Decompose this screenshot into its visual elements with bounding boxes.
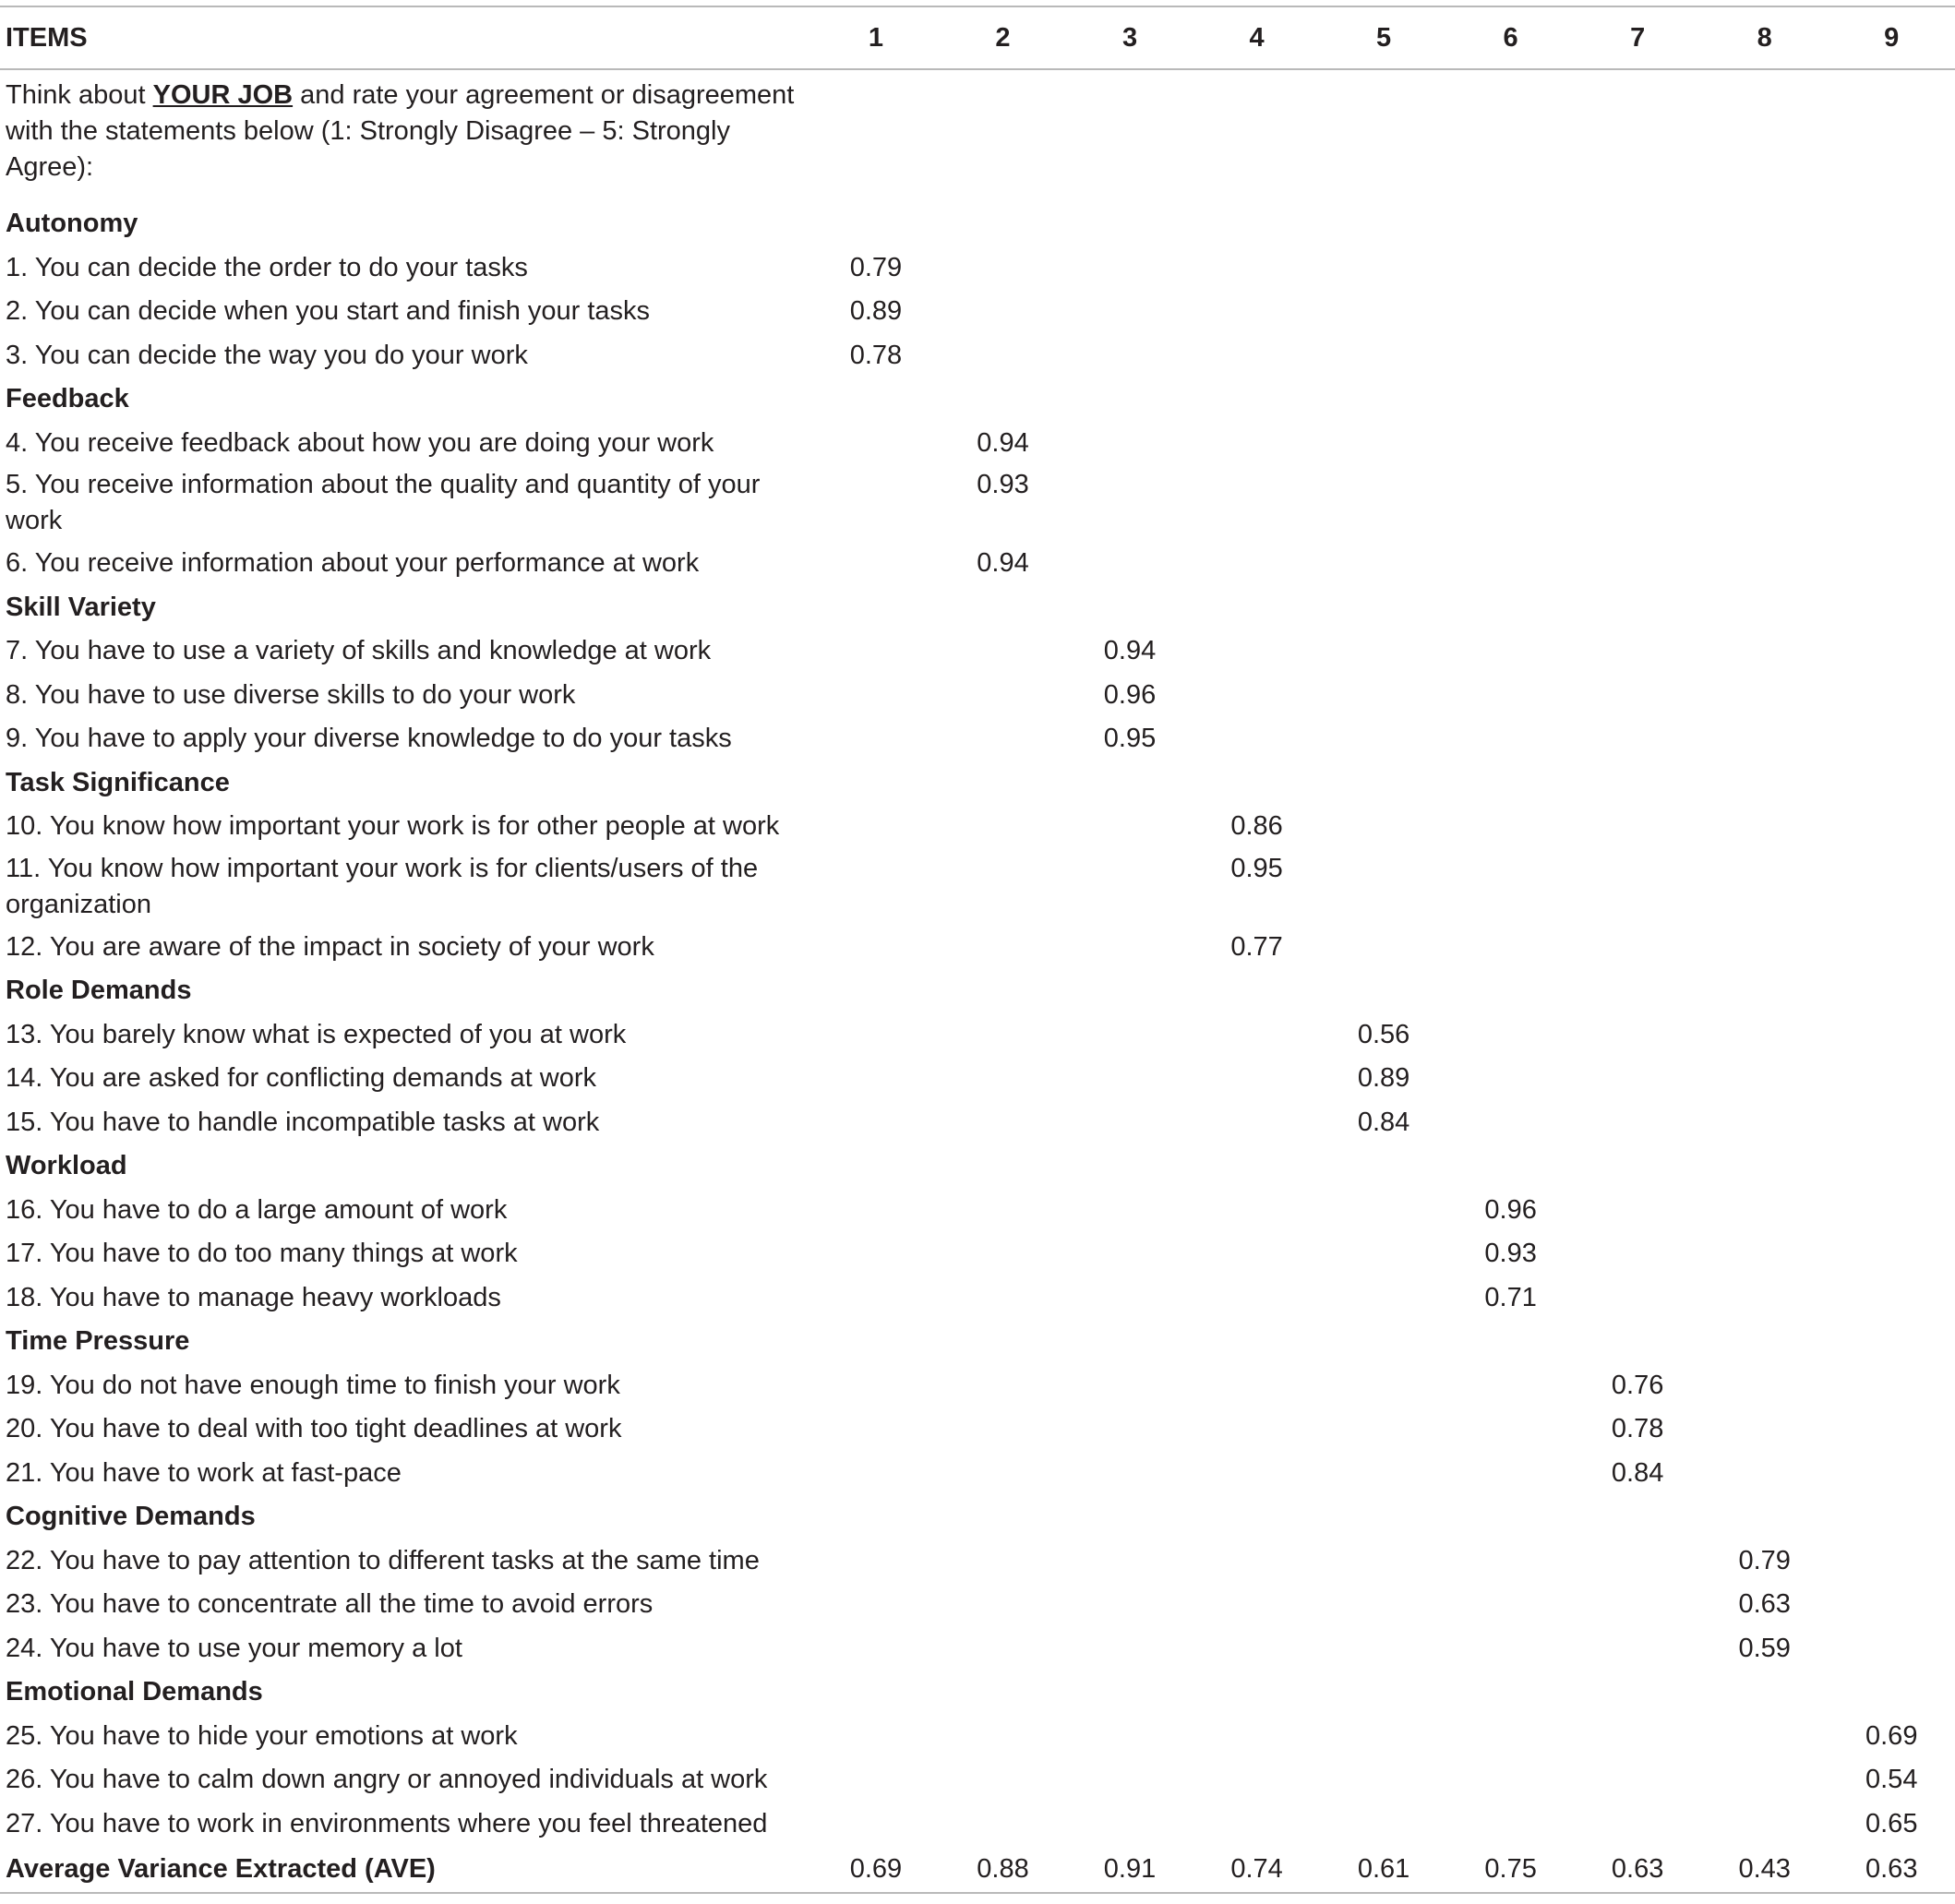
loading-value: 0.95: [1230, 853, 1283, 883]
loading-value: 0.78: [1611, 1414, 1664, 1444]
item-row: [0, 805, 1955, 849]
item-text: 24. You have to use your memory a lot: [6, 1633, 462, 1663]
ave-row: [0, 1846, 1955, 1893]
header-row: [0, 6, 1955, 69]
loading-value: 0.94: [977, 427, 1029, 458]
loading-value: 0.78: [849, 340, 903, 370]
loading-value: 0.84: [1611, 1457, 1664, 1488]
group-heading: Emotional Demands: [6, 1677, 263, 1707]
loading-value: 0.63: [1738, 1589, 1791, 1620]
item-row: [0, 1539, 1955, 1584]
item-row: [0, 674, 1955, 718]
group-row: [0, 761, 1955, 806]
loading-value: 0.71: [1484, 1282, 1537, 1312]
item-text: 12. You are aware of the impact in society of your work: [6, 931, 654, 962]
group-heading: Feedback: [6, 384, 129, 414]
loading-value: 0.56: [1357, 1019, 1410, 1049]
intro-suffix: and rate your agreement or disagreement with the statements below (1: Strongly Disagree – 5: Strongly Agree):: [6, 80, 795, 182]
loading-value: 0.96: [1103, 679, 1157, 710]
header-col-4: 4: [1193, 6, 1321, 69]
intro-text: [0, 69, 812, 202]
loading-value: 0.93: [977, 470, 1029, 499]
item-text: 27. You have to work in environments where you feel threatened: [6, 1808, 768, 1838]
group-heading: Time Pressure: [6, 1326, 190, 1357]
group-heading: Task Significance: [6, 767, 230, 797]
group-row: [0, 969, 1955, 1013]
item-row: [0, 290, 1955, 334]
header-col-3: 3: [1066, 6, 1193, 69]
loading-value: 0.89: [849, 296, 903, 327]
ave-value: 0.63: [1828, 1846, 1955, 1893]
group-heading: Cognitive Demands: [6, 1502, 256, 1532]
item-text: 16. You have to do a large amount of work: [6, 1194, 508, 1225]
item-row: [0, 465, 1955, 542]
ave-value: 0.63: [1574, 1846, 1701, 1893]
header-col-5: 5: [1320, 6, 1447, 69]
item-row: [0, 1715, 1955, 1759]
item-text: 11. You know how important your work is for clients/users of the organization: [6, 853, 759, 919]
item-row: [0, 1189, 1955, 1233]
loading-value: 0.77: [1230, 931, 1283, 962]
intro-row: [0, 69, 1955, 202]
item-text: 5. You receive information about the quality and quantity of your work: [6, 470, 761, 535]
item-text: 15. You have to handle incompatible tasks at work: [6, 1107, 600, 1137]
item-row: [0, 1758, 1955, 1802]
item-row: [0, 926, 1955, 970]
item-row: [0, 1101, 1955, 1145]
loading-value: 0.69: [1865, 1720, 1918, 1751]
group-heading: Workload: [6, 1151, 127, 1181]
group-heading: Skill Variety: [6, 592, 156, 622]
ave-value: 0.43: [1701, 1846, 1829, 1893]
item-row: [0, 849, 1955, 926]
loading-value: 0.96: [1484, 1194, 1537, 1225]
loading-value: 0.95: [1103, 724, 1157, 754]
loading-value: 0.65: [1865, 1808, 1918, 1838]
item-text: 14. You are asked for conflicting demands at work: [6, 1063, 596, 1094]
header-col-9: 9: [1828, 6, 1955, 69]
item-row: [0, 1452, 1955, 1496]
item-text: 6. You receive information about your performance at work: [6, 548, 700, 579]
item-row: [0, 1583, 1955, 1627]
header-col-1: 1: [812, 6, 940, 69]
loading-value: 0.84: [1357, 1107, 1410, 1137]
item-row: [0, 1407, 1955, 1452]
loading-value: 0.93: [1484, 1239, 1537, 1269]
intro-prefix: Think about: [6, 80, 153, 110]
item-row: [0, 629, 1955, 674]
header-col-2: 2: [940, 6, 1067, 69]
loading-value: 0.94: [1103, 636, 1157, 666]
item-text: 23. You have to concentrate all the time to avoid errors: [6, 1589, 654, 1620]
item-text: 10. You know how important your work is for other people at work: [6, 811, 780, 842]
ave-value: 0.91: [1066, 1846, 1193, 1893]
header-col-7: 7: [1574, 6, 1701, 69]
item-row: [0, 1802, 1955, 1847]
group-row: [0, 1144, 1955, 1189]
item-text: 20. You have to deal with too tight deadlines at work: [6, 1414, 622, 1444]
item-row: [0, 422, 1955, 466]
group-row: [0, 1320, 1955, 1364]
item-row: [0, 1057, 1955, 1101]
ave-value: 0.61: [1320, 1846, 1447, 1893]
header-items: ITEMS: [0, 6, 812, 69]
item-text: 9. You have to apply your diverse knowledge to do your tasks: [6, 724, 732, 754]
ave-value: 0.75: [1447, 1846, 1575, 1893]
loading-value: 0.79: [1738, 1545, 1791, 1575]
loading-value: 0.79: [849, 252, 903, 282]
item-row: [0, 1627, 1955, 1671]
item-text: 19. You do not have enough time to finish your work: [6, 1370, 620, 1400]
item-text: 8. You have to use diverse skills to do your work: [6, 679, 576, 710]
item-row: [0, 1364, 1955, 1408]
loading-value: 0.94: [977, 548, 1029, 579]
item-row: [0, 1232, 1955, 1276]
item-text: 13. You barely know what is expected of you at work: [6, 1019, 627, 1049]
loading-value: 0.86: [1230, 811, 1283, 842]
item-text: 7. You have to use a variety of skills and knowledge at work: [6, 636, 712, 666]
item-row: [0, 246, 1955, 291]
item-text: 1. You can decide the order to do your tasks: [6, 252, 528, 282]
item-row: [0, 717, 1955, 761]
ave-value: 0.74: [1193, 1846, 1321, 1893]
group-heading: Role Demands: [6, 976, 192, 1006]
intro-emphasis: YOUR JOB: [152, 80, 294, 110]
factor-loadings-table: [0, 6, 1955, 1894]
ave-label: Average Variance Extracted (AVE): [0, 1846, 812, 1893]
loading-value: 0.54: [1865, 1765, 1918, 1795]
item-row: [0, 1013, 1955, 1058]
ave-value: 0.88: [940, 1846, 1067, 1893]
loading-value: 0.89: [1357, 1063, 1410, 1094]
group-row: [0, 586, 1955, 630]
group-row: [0, 1670, 1955, 1715]
group-heading: Autonomy: [6, 209, 138, 239]
item-text: 25. You have to hide your emotions at work: [6, 1720, 518, 1751]
group-row: [0, 1495, 1955, 1539]
table-body: [0, 69, 1955, 1893]
item-text: 17. You have to do too many things at work: [6, 1239, 518, 1269]
group-row: [0, 377, 1955, 422]
item-text: 4. You receive feedback about how you are doing your work: [6, 427, 714, 458]
item-text: 18. You have to manage heavy workloads: [6, 1282, 501, 1312]
item-row: [0, 542, 1955, 586]
item-text: 2. You can decide when you start and finish your tasks: [6, 296, 651, 327]
header-col-6: 6: [1447, 6, 1575, 69]
header-col-8: 8: [1701, 6, 1829, 69]
item-row: [0, 1276, 1955, 1321]
loading-value: 0.76: [1611, 1370, 1664, 1400]
ave-value: 0.69: [812, 1846, 940, 1893]
loading-value: 0.59: [1738, 1633, 1791, 1663]
item-text: 22. You have to pay attention to different tasks at the same time: [6, 1545, 760, 1575]
item-row: [0, 334, 1955, 378]
group-row: [0, 202, 1955, 246]
item-text: 21. You have to work at fast-pace: [6, 1457, 402, 1488]
item-text: 3. You can decide the way you do your work: [6, 340, 528, 370]
item-text: 26. You have to calm down angry or annoyed individuals at work: [6, 1765, 768, 1795]
